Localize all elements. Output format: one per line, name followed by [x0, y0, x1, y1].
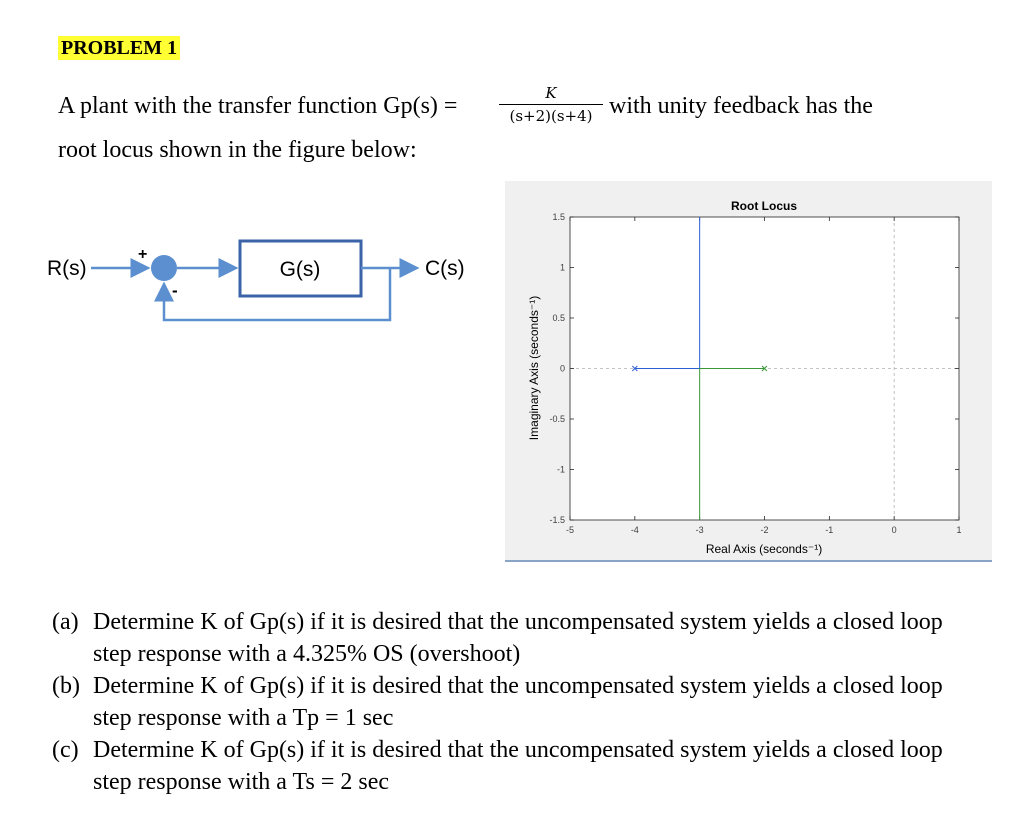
chart-title: Root Locus	[731, 199, 797, 213]
questions-list	[52, 606, 952, 798]
tf-denominator: (s+2)(s+4)	[509, 107, 593, 126]
problem-heading: PROBLEM 1	[58, 36, 180, 60]
question-text: Determine K of Gp(s) if it is desired that the uncompensated system yields a closed loop step response with a Tp = 1 sec	[93, 673, 943, 731]
x-tick-label: -1	[825, 525, 834, 535]
question-label: (b)	[52, 673, 80, 699]
plus-sign: +	[138, 246, 148, 263]
x-tick-label: 0	[891, 525, 897, 535]
tf-numerator: K	[545, 84, 557, 102]
output-label: C(s)	[425, 257, 465, 280]
y-tick-label: 0.5	[552, 313, 565, 323]
x-tick-label: -2	[760, 525, 769, 535]
y-tick-label: 0	[559, 363, 565, 374]
y-axis-label: Imaginary Axis (seconds⁻¹)	[527, 295, 541, 441]
y-tick-label: -1.5	[549, 515, 565, 525]
input-label: R(s)	[47, 257, 87, 280]
intro-line-1b: with unity feedback has the	[609, 93, 873, 119]
x-tick-label: -4	[630, 525, 639, 535]
y-tick-label: -0.5	[549, 414, 565, 424]
intro-line-2: root locus shown in the figure below:	[58, 137, 417, 163]
block-label: G(s)	[279, 258, 321, 281]
intro-line-1a: A plant with the transfer function Gp(s) =	[58, 93, 458, 119]
question-c	[52, 734, 952, 798]
question-label: (c)	[52, 737, 79, 763]
x-axis-label: Real Axis (seconds⁻¹)	[705, 542, 823, 556]
question-text: Determine K of Gp(s) if it is desired that the uncompensated system yields a closed loop step response with a 4.325% OS (overshoot)	[93, 609, 943, 667]
y-tick-label: 1	[559, 262, 565, 273]
x-tick-label: -5	[565, 525, 575, 535]
x-tick-label: 1	[956, 525, 962, 535]
question-b	[52, 670, 952, 734]
y-tick-label: 1.5	[552, 212, 565, 222]
y-tick-label: -1	[556, 464, 565, 475]
x-tick-label: -3	[695, 525, 704, 535]
question-a	[52, 606, 952, 670]
minus-sign: -	[172, 281, 178, 300]
question-text: Determine K of Gp(s) if it is desired that the uncompensated system yields a closed loop step response with a Ts = 2 sec	[93, 737, 943, 795]
question-label: (a)	[52, 609, 79, 635]
